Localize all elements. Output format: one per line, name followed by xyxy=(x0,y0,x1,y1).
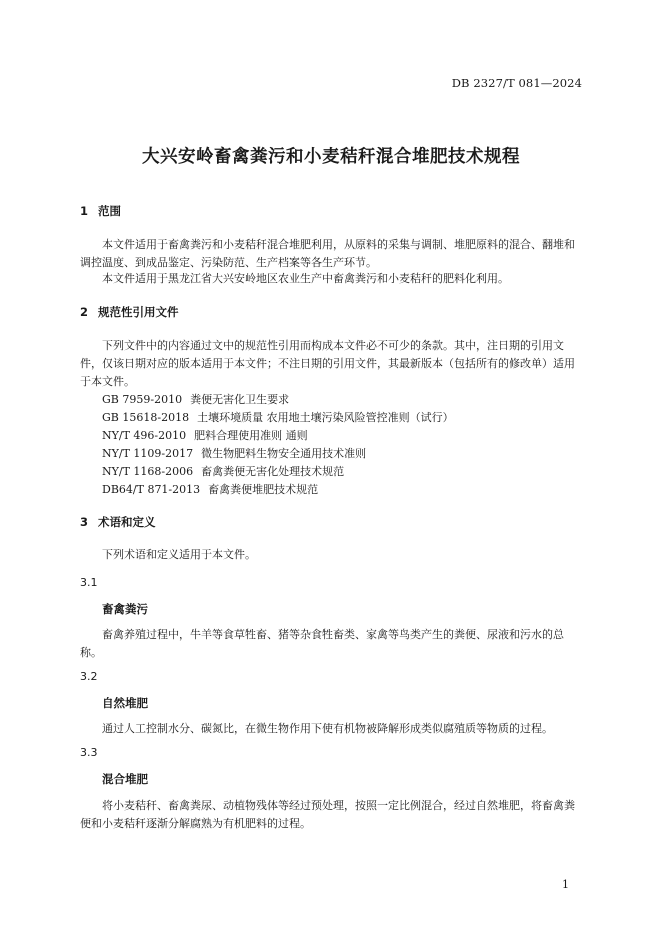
section-number: 2 xyxy=(80,305,89,319)
paragraph: 下列文件中的内容通过文中的规范性引用而构成本文件必不可少的条款。其中，注日期的引用文件，仅该日期对应的版本适用于本文件；不注日期的引用文件，其最新版本（包括所有的修改单）适用于本文件。 xyxy=(80,339,575,388)
term-number: 3.2 xyxy=(80,670,98,683)
reference-title: 肥料合理使用准则 通则 xyxy=(194,429,308,442)
reference-item xyxy=(102,445,366,463)
section-number: 1 xyxy=(80,204,89,218)
paragraph: 本文件适用于黑龙江省大兴安岭地区农业生产中畜禽粪污和小麦秸秆的肥料化利用。 xyxy=(102,272,509,285)
section-heading-scope xyxy=(80,203,121,219)
term-definition: 通过人工控制水分、碳氮比，在微生物作用下使有机物被降解形成类似腐殖质等物质的过程。 xyxy=(102,722,553,735)
term-definition: 将小麦秸秆、畜禽粪尿、动植物残体等经过预处理，按照一定比例混合，经过自然堆肥，将畜禽粪便和小麦秸秆逐渐分解腐熟为有机肥料的过程。 xyxy=(80,799,575,830)
term-number: 3.3 xyxy=(80,746,98,759)
section-title: 术语和定义 xyxy=(98,515,156,529)
reference-code: NY/T 1168-2006 xyxy=(102,465,194,478)
term-definition: 畜禽养殖过程中，牛羊等食草牲畜、猪等杂食牲畜类、家禽等鸟类产生的粪便、尿液和污水的总称。 xyxy=(80,628,564,659)
document-title: 大兴安岭畜禽粪污和小麦秸秆混合堆肥技术规程 xyxy=(142,147,520,167)
reference-code: NY/T 496-2010 xyxy=(102,429,187,442)
term-name: 混合堆肥 xyxy=(102,772,148,786)
reference-item xyxy=(102,391,289,409)
reference-code: NY/T 1109-2017 xyxy=(102,447,194,460)
reference-title: 土壤环境质量 农用地土壤污染风险管控准则（试行） xyxy=(197,411,454,424)
reference-title: 微生物肥料生物安全通用技术准则 xyxy=(201,447,367,460)
reference-title: 畜禽粪便无害化处理技术规范 xyxy=(201,465,345,478)
reference-title: 粪便无害化卫生要求 xyxy=(190,393,290,406)
reference-code: GB 7959-2010 xyxy=(102,393,183,406)
paragraph: 本文件适用于畜禽粪污和小麦秸秆混合堆肥利用，从原料的采集与调制、堆肥原料的混合、翻堆和调控温度、到成品鉴定、污染防范、生产档案等各生产环节。 xyxy=(80,238,575,269)
reference-item xyxy=(102,409,454,427)
page-number: 1 xyxy=(562,878,569,891)
reference-code: GB 15618-2018 xyxy=(102,411,190,424)
term-name: 畜禽粪污 xyxy=(102,602,148,616)
standard-code: DB 2327/T 081—2024 xyxy=(451,76,582,90)
reference-item xyxy=(102,481,318,499)
paragraph: 下列术语和定义适用于本文件。 xyxy=(102,548,256,561)
term-name: 自然堆肥 xyxy=(102,696,148,710)
section-heading-normative-references xyxy=(80,304,179,320)
reference-code: DB64/T 871-2013 xyxy=(102,483,201,496)
section-title: 范围 xyxy=(98,204,121,218)
term-number: 3.1 xyxy=(80,576,98,589)
reference-title: 畜禽粪便堆肥技术规范 xyxy=(208,483,319,496)
reference-item xyxy=(102,427,308,445)
section-heading-terms-definitions xyxy=(80,514,156,530)
section-title: 规范性引用文件 xyxy=(98,305,179,319)
reference-item xyxy=(102,463,344,481)
section-number: 3 xyxy=(80,515,89,529)
